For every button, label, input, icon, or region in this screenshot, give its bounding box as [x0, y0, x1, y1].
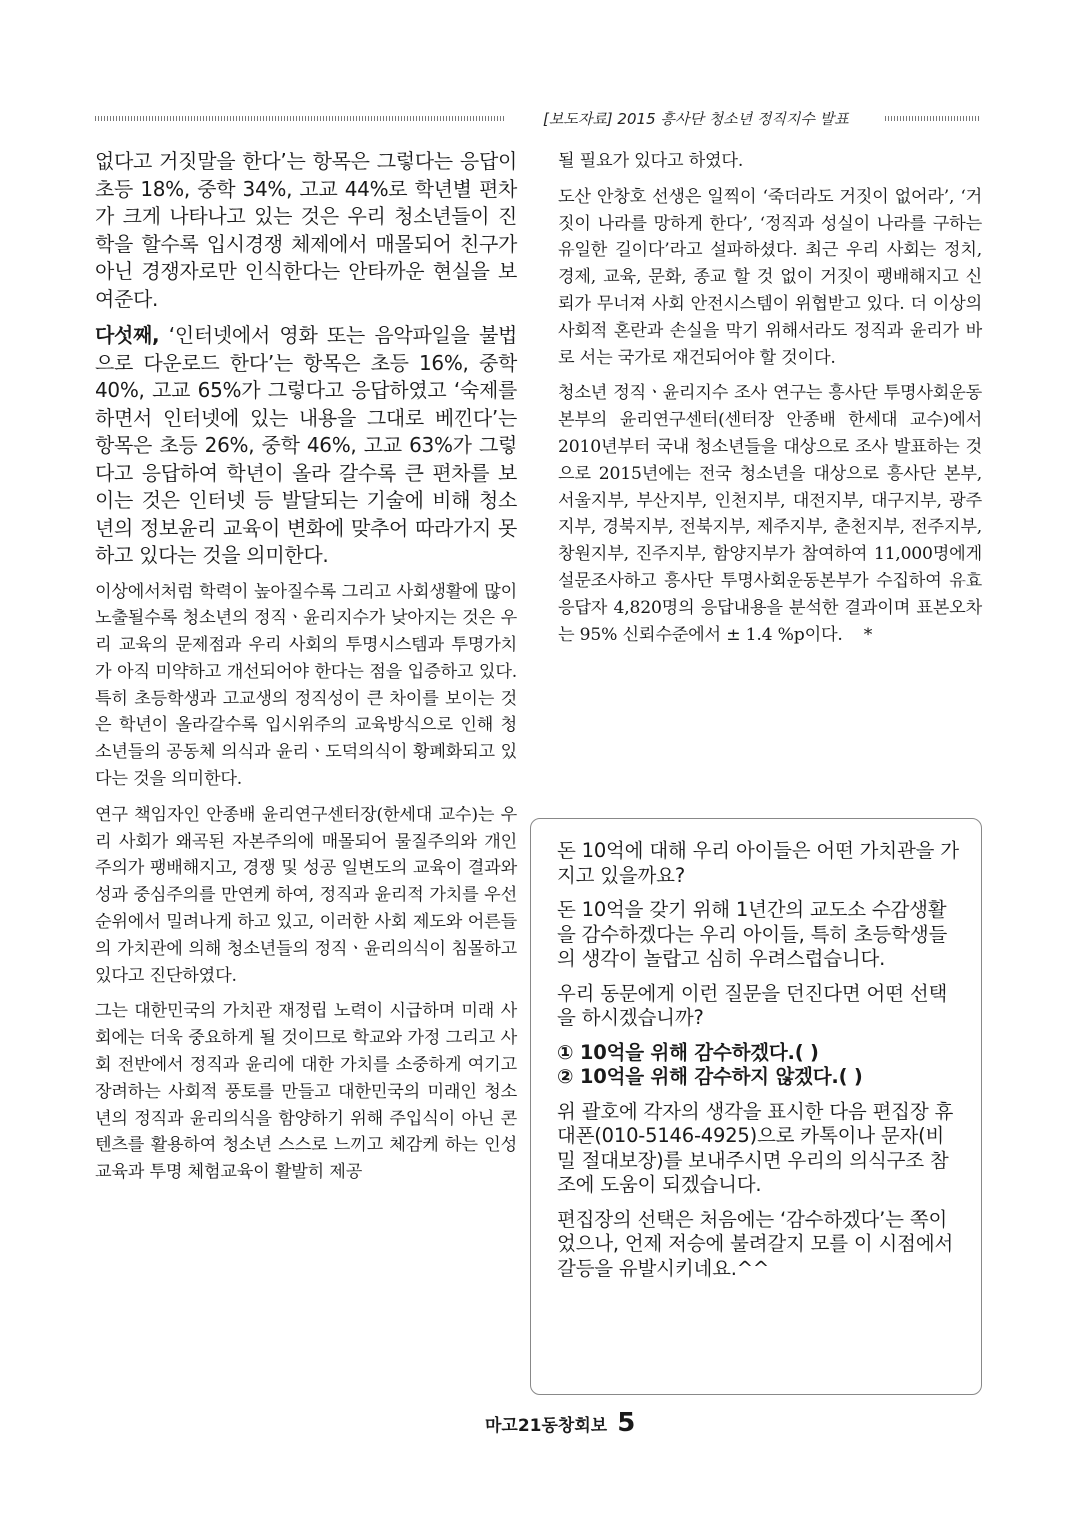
paragraph-fifth-body: ‘인터넷에서 영화 또는 음악파일을 불법으로 다운로드 한다’는 항목은 초등 16%, 중학 40%, 고교 65%가 그렇다고 응답하였고 ‘숙제를 하면서 인터넷에 있는 내용을 그대로 베낀다’는 항목은 초등 26%, 중학 46%, 고교 63%가 그렇다고 응답하여 학년이 올라 갈수록 큰 편차를 보이는 것은 인터넷 등 발달되는 기술에 비해 청소년의 정보윤리 교육이 변화에 맞추어 따라가지 못하고 있다는 것을 의미한다.: [95, 323, 517, 567]
header-rule-left: [95, 116, 505, 121]
paragraph-honesty-friends: 없다고 거짓말을 한다’는 항목은 그렇다는 응답이 초등 18%, 중학 34%, 고교 44%로 학년별 편차가 크게 나타나고 있는 것은 우리 청소년들이 진학을 할수록 입시경쟁 체제에서 매몰되어 친구가 아닌 경쟁자로만 인식한다는 안타까운 현실을 보여준다.: [95, 149, 517, 311]
box-editor-choice: 편집장의 선택은 처음에는 ‘감수하겠다’는 쪽이었으나, 언제 저승에 불려갈지 모를 이 시점에서 갈등을 유발시키네요.^^: [557, 1207, 954, 1280]
page-header: [95, 108, 980, 130]
paragraph-ahn-changho: 도산 안창호 선생은 일찍이 ‘죽더라도 거짓이 없어라’, ‘거짓이 나라를 망하게 한다’, ‘정직과 성실이 나라를 구하는 유일한 길이다’라고 설파하셨다. 최근 우리 사회는 정치, 경제, 교육, 문화, 종교 할 것 없이 거짓이 팽배해지고 신뢰가 무너져 사회 안전시스템이 위협받고 있다. 더 이상의 사회적 혼란과 손실을 막기 위해서라도 정직과 윤리가 바로 서는 국가로 재건되어야 할 것이다.: [558, 186, 982, 368]
header-title: [보도자료] 2015 흥사단 청소년 정직지수 발표: [543, 110, 849, 128]
paragraph-researcher-diagnosis: 연구 책임자인 안종배 윤리연구센터장(한세대 교수)는 우리 사회가 왜곡된 자본주의에 매몰되어 물질주의와 개인주의가 팽배해지고, 경쟁 및 성공 일변도의 교육이 결과와 성과 중심주의를 만연케 하여, 정직과 윤리적 가치를 우선순위에서 밀려나게 하고 있고, 이러한 사회 제도와 어른들의 가치관에 의해 청소년들의 정직ㆍ윤리의식이 침몰하고 있다고 진단하였다.: [95, 804, 517, 986]
paragraph-fifth-lead: 다섯째,: [95, 323, 160, 347]
header-rule-right: [885, 116, 980, 121]
paragraph-survey-method: [558, 380, 982, 648]
box-question-ask: 우리 동문에게 이런 질문을 던진다면 어떤 선택을 하시겠습니까?: [557, 981, 948, 1029]
page-number: 5: [617, 1408, 636, 1438]
box-question-context: 돈 10억을 갖기 위해 1년간의 교도소 수감생활을 감수하겠다는 우리 아이들, 특히 초등학생들의 생각이 놀랍고 심히 우려스럽습니다.: [557, 898, 948, 970]
magazine-name: 마고21동창회보: [485, 1416, 608, 1436]
editor-question-box: [530, 818, 982, 1395]
page-footer: [485, 1408, 635, 1438]
end-mark: *: [863, 624, 873, 645]
paragraph-values-reestablish: 그는 대한민국의 가치관 재정립 노력이 시급하며 미래 사회에는 더욱 중요하게 될 것이므로 학교와 가정 그리고 사회 전반에서 정직과 윤리에 대한 가치를 소중하게 여기고 장려하는 사회적 풍토를 만들고 대한민국의 미래인 청소년의 정직과 윤리의식을 함양하기 위해 주입식이 아닌 콘텐츠를 활용하여 청소년 스스로 느끼고 체감케 하는 인성 교육과 투명 체험교육이 활발히 제공: [95, 1001, 517, 1183]
paragraph-continuation: 될 필요가 있다고 하였다.: [558, 151, 744, 171]
box-option-accept: ① 10억을 위해 감수하겠다.( ): [557, 1040, 819, 1064]
paragraph-fifth: [95, 322, 517, 570]
box-option-reject: ② 10억을 위해 감수하지 않겠다.( ): [557, 1065, 863, 1088]
box-question-intro: 돈 10억에 대해 우리 아이들은 어떤 가치관을 가지고 있을까요?: [557, 839, 959, 887]
left-column: [95, 148, 517, 1186]
box-instructions: 위 괄호에 각자의 생각을 표시한 다음 편집장 휴대폰(010-5146-4925)으로 카톡이나 문자(비밀 절대보장)를 보내주시면 우리의 의식구조 참조에 도움이 되겠습니다.: [557, 1099, 954, 1196]
survey-method-text: 청소년 정직ㆍ윤리지수 조사 연구는 흥사단 투명사회운동본부의 윤리연구센터(센터장 안종배 한세대 교수)에서 2010년부터 국내 청소년들을 대상으로 조사 발표하는 것으로 2015년에는 전국 청소년을 대상으로 흥사단 본부, 서울지부, 부산지부, 인천지부, 대전지부, 대구지부, 광주지부, 경북지부, 전북지부, 제주지부, 춘천지부, 전주지부, 창원지부, 진주지부, 함양지부가 참여하여 11,000명에게 설문조사하고 흥사단 투명사회운동본부가 수집하여 유효 응답자 4,820명의 응답내용을 분석한 결과이며 표본오차는 95% 신뢰수준에서 ± 1.4 %p이다.: [558, 383, 982, 645]
right-column: [558, 148, 982, 648]
paragraph-education-problem: 이상에서처럼 학력이 높아질수록 그리고 사회생활에 많이 노출될수록 청소년의 정직ㆍ윤리지수가 낮아지는 것은 우리 교육의 문제점과 우리 사회의 투명시스템과 투명가치가 아직 미약하고 개선되어야 한다는 점을 입증하고 있다. 특히 초등학생과 고교생의 정직성이 큰 차이를 보이는 것은 학년이 올라갈수록 입시위주의 교육방식으로 인해 청소년들의 공동체 의식과 윤리ㆍ도덕의식이 황폐화되고 있다는 것을 의미한다.: [95, 581, 517, 790]
